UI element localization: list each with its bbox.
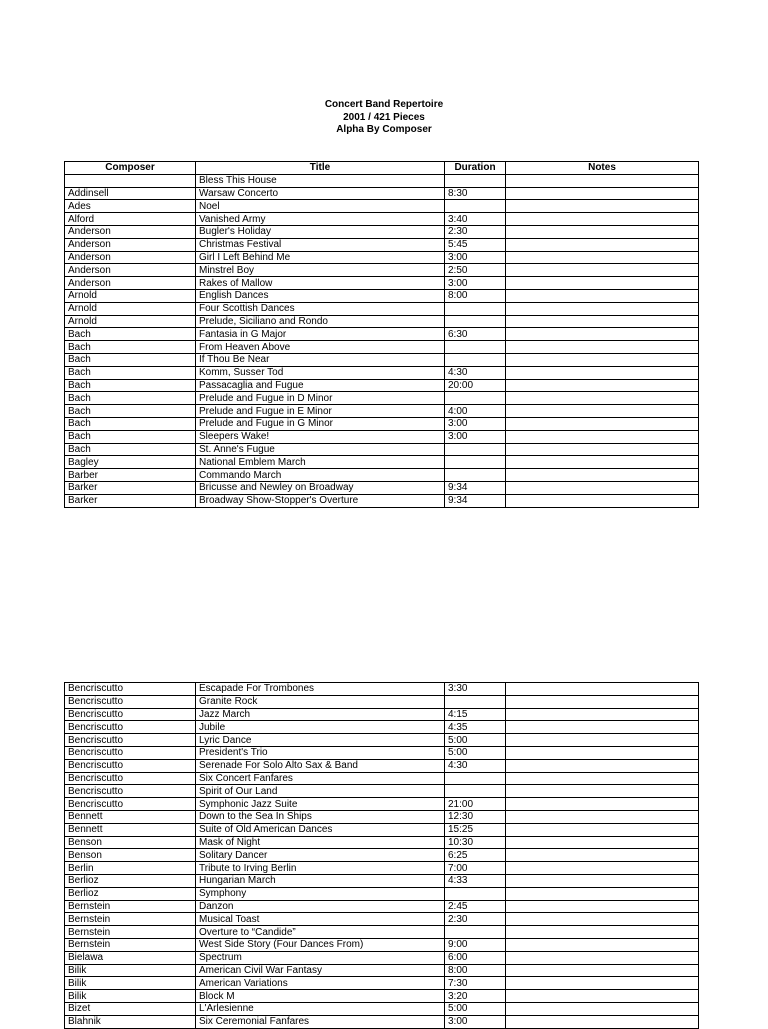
notes-cell	[506, 759, 699, 772]
notes-cell	[506, 683, 699, 696]
composer-cell: Bach	[65, 392, 196, 405]
title-cell: American Civil War Fantasy	[196, 964, 445, 977]
composer-cell: Anderson	[65, 277, 196, 290]
composer-cell: Anderson	[65, 225, 196, 238]
composer-cell: Bencriscutto	[65, 683, 196, 696]
composer-cell: Bencriscutto	[65, 772, 196, 785]
column-header-notes: Notes	[506, 162, 699, 175]
column-header-title: Title	[196, 162, 445, 175]
notes-cell	[506, 951, 699, 964]
composer-cell: Bencriscutto	[65, 785, 196, 798]
table-row	[65, 328, 699, 341]
notes-cell	[506, 481, 699, 494]
table-row	[65, 289, 699, 302]
notes-cell	[506, 289, 699, 302]
table-row	[65, 938, 699, 951]
duration-cell	[445, 785, 506, 798]
composer-cell: Berlioz	[65, 887, 196, 900]
notes-cell	[506, 200, 699, 213]
notes-cell	[506, 913, 699, 926]
duration-cell: 3:00	[445, 277, 506, 290]
notes-cell	[506, 977, 699, 990]
duration-cell	[445, 392, 506, 405]
table-row	[65, 849, 699, 862]
title-cell: From Heaven Above	[196, 341, 445, 354]
table-row	[65, 430, 699, 443]
duration-cell	[445, 772, 506, 785]
title-cell: Block M	[196, 990, 445, 1003]
duration-cell: 3:00	[445, 251, 506, 264]
composer-cell: Bencriscutto	[65, 721, 196, 734]
composer-cell: Bach	[65, 366, 196, 379]
notes-cell	[506, 264, 699, 277]
composer-cell: Bennett	[65, 810, 196, 823]
notes-cell	[506, 328, 699, 341]
notes-cell	[506, 938, 699, 951]
composer-cell: Barber	[65, 469, 196, 482]
title-cell: Jubile	[196, 721, 445, 734]
title-cell: Bless This House	[196, 174, 445, 187]
notes-cell	[506, 315, 699, 328]
title-cell: Warsaw Concerto	[196, 187, 445, 200]
title-cell: Rakes of Mallow	[196, 277, 445, 290]
composer-cell: Bagley	[65, 456, 196, 469]
notes-cell	[506, 734, 699, 747]
notes-cell	[506, 785, 699, 798]
composer-cell	[65, 174, 196, 187]
composer-cell: Barker	[65, 494, 196, 507]
title-cell: Broadway Show-Stopper's Overture	[196, 494, 445, 507]
table-row	[65, 456, 699, 469]
duration-cell: 4:00	[445, 405, 506, 418]
composer-cell: Blahnik	[65, 1015, 196, 1028]
title-cell: Symphonic Jazz Suite	[196, 798, 445, 811]
title-cell: Solitary Dancer	[196, 849, 445, 862]
duration-cell: 5:00	[445, 734, 506, 747]
notes-cell	[506, 225, 699, 238]
duration-cell: 7:00	[445, 862, 506, 875]
composer-cell: Bencriscutto	[65, 798, 196, 811]
composer-cell: Benson	[65, 836, 196, 849]
composer-cell: Anderson	[65, 264, 196, 277]
title-cell: Granite Rock	[196, 695, 445, 708]
composer-cell: Bielawa	[65, 951, 196, 964]
duration-cell: 5:00	[445, 1002, 506, 1015]
notes-cell	[506, 798, 699, 811]
table-row	[65, 443, 699, 456]
duration-cell: 2:30	[445, 225, 506, 238]
table-row	[65, 823, 699, 836]
composer-cell: Bach	[65, 430, 196, 443]
duration-cell: 2:50	[445, 264, 506, 277]
title-cell: If Thou Be Near	[196, 353, 445, 366]
composer-cell: Bencriscutto	[65, 759, 196, 772]
duration-cell	[445, 353, 506, 366]
table-row	[65, 417, 699, 430]
table-row	[65, 494, 699, 507]
title-cell: Jazz March	[196, 708, 445, 721]
table-row	[65, 734, 699, 747]
duration-cell: 3:30	[445, 683, 506, 696]
notes-cell	[506, 964, 699, 977]
notes-cell	[506, 926, 699, 939]
title-cell: Girl I Left Behind Me	[196, 251, 445, 264]
duration-cell	[445, 302, 506, 315]
title-cell: Minstrel Boy	[196, 264, 445, 277]
title-cell: Symphony	[196, 887, 445, 900]
composer-cell: Bilik	[65, 964, 196, 977]
title-cell: West Side Story (Four Dances From)	[196, 938, 445, 951]
duration-cell: 3:20	[445, 990, 506, 1003]
composer-cell: Arnold	[65, 315, 196, 328]
composer-cell: Anderson	[65, 251, 196, 264]
table-row	[65, 481, 699, 494]
title-cell: Six Concert Fanfares	[196, 772, 445, 785]
title-cell: Serenade For Solo Alto Sax & Band	[196, 759, 445, 772]
composer-cell: Alford	[65, 213, 196, 226]
notes-cell	[506, 392, 699, 405]
duration-cell: 4:15	[445, 708, 506, 721]
duration-cell: 9:34	[445, 494, 506, 507]
composer-cell: Berlioz	[65, 874, 196, 887]
title-cell: Vanished Army	[196, 213, 445, 226]
notes-cell	[506, 405, 699, 418]
table-row	[65, 392, 699, 405]
table-row	[65, 721, 699, 734]
title-cell: Tribute to Irving Berlin	[196, 862, 445, 875]
title-cell: Musical Toast	[196, 913, 445, 926]
duration-cell: 10:30	[445, 836, 506, 849]
composer-cell: Bencriscutto	[65, 734, 196, 747]
title-cell: Escapade For Trombones	[196, 683, 445, 696]
notes-cell	[506, 353, 699, 366]
column-header-composer: Composer	[65, 162, 196, 175]
title-cell: Bricusse and Newley on Broadway	[196, 481, 445, 494]
notes-cell	[506, 1002, 699, 1015]
composer-cell: Bach	[65, 353, 196, 366]
notes-cell	[506, 302, 699, 315]
notes-cell	[506, 1015, 699, 1028]
table-row	[65, 926, 699, 939]
duration-cell: 12:30	[445, 810, 506, 823]
notes-cell	[506, 900, 699, 913]
table-row	[65, 251, 699, 264]
table-row	[65, 836, 699, 849]
title-cell: Spirit of Our Land	[196, 785, 445, 798]
title-cell: Six Ceremonial Fanfares	[196, 1015, 445, 1028]
duration-cell	[445, 887, 506, 900]
composer-cell: Barker	[65, 481, 196, 494]
notes-cell	[506, 238, 699, 251]
table-row	[65, 264, 699, 277]
duration-cell: 4:33	[445, 874, 506, 887]
notes-cell	[506, 810, 699, 823]
notes-cell	[506, 721, 699, 734]
composer-cell: Bencriscutto	[65, 695, 196, 708]
notes-cell	[506, 417, 699, 430]
composer-cell: Addinsell	[65, 187, 196, 200]
composer-cell: Bencriscutto	[65, 746, 196, 759]
title-cell: Spectrum	[196, 951, 445, 964]
duration-cell: 21:00	[445, 798, 506, 811]
table-row	[65, 874, 699, 887]
title-cell: Sleepers Wake!	[196, 430, 445, 443]
title-cell: Prelude and Fugue in E Minor	[196, 405, 445, 418]
table-row	[65, 200, 699, 213]
title-cell: English Dances	[196, 289, 445, 302]
notes-cell	[506, 695, 699, 708]
duration-cell: 9:00	[445, 938, 506, 951]
duration-cell	[445, 695, 506, 708]
notes-cell	[506, 823, 699, 836]
title-cell: National Emblem March	[196, 456, 445, 469]
table-row	[65, 990, 699, 1003]
duration-cell: 3:00	[445, 417, 506, 430]
notes-cell	[506, 469, 699, 482]
notes-cell	[506, 366, 699, 379]
notes-cell	[506, 887, 699, 900]
table-row	[65, 695, 699, 708]
composer-cell: Bach	[65, 379, 196, 392]
notes-cell	[506, 277, 699, 290]
composer-cell: Bach	[65, 328, 196, 341]
composer-cell: Benson	[65, 849, 196, 862]
title-cell: Prelude, Siciliano and Rondo	[196, 315, 445, 328]
table-row	[65, 353, 699, 366]
title-cell: Commando March	[196, 469, 445, 482]
notes-cell	[506, 746, 699, 759]
notes-cell	[506, 443, 699, 456]
duration-cell: 20:00	[445, 379, 506, 392]
composer-cell: Bernstein	[65, 900, 196, 913]
table-row	[65, 405, 699, 418]
duration-cell: 5:45	[445, 238, 506, 251]
title-cell: Danzon	[196, 900, 445, 913]
composer-cell: Bach	[65, 443, 196, 456]
duration-cell: 8:00	[445, 964, 506, 977]
composer-cell: Anderson	[65, 238, 196, 251]
table-row	[65, 1015, 699, 1028]
duration-cell	[445, 341, 506, 354]
table-row	[65, 900, 699, 913]
duration-cell: 8:30	[445, 187, 506, 200]
title-cell: Bugler's Holiday	[196, 225, 445, 238]
duration-cell: 3:00	[445, 1015, 506, 1028]
title-cell: Overture to “Candide”	[196, 926, 445, 939]
table-row	[65, 315, 699, 328]
title-cell: President's Trio	[196, 746, 445, 759]
title-cell: Noel	[196, 200, 445, 213]
duration-cell	[445, 456, 506, 469]
notes-cell	[506, 708, 699, 721]
notes-cell	[506, 213, 699, 226]
composer-cell: Bach	[65, 417, 196, 430]
duration-cell: 15:25	[445, 823, 506, 836]
notes-cell	[506, 836, 699, 849]
composer-cell: Bernstein	[65, 913, 196, 926]
title-cell: Down to the Sea In Ships	[196, 810, 445, 823]
table-row	[65, 174, 699, 187]
duration-cell: 4:30	[445, 759, 506, 772]
duration-cell: 7:30	[445, 977, 506, 990]
composer-cell: Bizet	[65, 1002, 196, 1015]
column-header-duration: Duration	[445, 162, 506, 175]
notes-cell	[506, 990, 699, 1003]
table-row	[65, 341, 699, 354]
duration-cell	[445, 926, 506, 939]
composer-cell: Bach	[65, 341, 196, 354]
table-row	[65, 951, 699, 964]
table-header-row	[65, 162, 699, 175]
title-cell: Suite of Old American Dances	[196, 823, 445, 836]
title-cell: L'Arlesienne	[196, 1002, 445, 1015]
notes-cell	[506, 251, 699, 264]
composer-cell: Arnold	[65, 289, 196, 302]
table-row	[65, 302, 699, 315]
table-row	[65, 1002, 699, 1015]
table-row	[65, 187, 699, 200]
table-row	[65, 785, 699, 798]
duration-cell: 4:30	[445, 366, 506, 379]
duration-cell	[445, 469, 506, 482]
title-cell: Lyric Dance	[196, 734, 445, 747]
table-row	[65, 683, 699, 696]
table-row	[65, 772, 699, 785]
duration-cell: 3:40	[445, 213, 506, 226]
title-cell: Komm, Susser Tod	[196, 366, 445, 379]
table-row	[65, 469, 699, 482]
composer-cell: Bilik	[65, 977, 196, 990]
title-cell: Passacaglia and Fugue	[196, 379, 445, 392]
duration-cell: 6:25	[445, 849, 506, 862]
duration-cell: 5:00	[445, 746, 506, 759]
title-cell: Hungarian March	[196, 874, 445, 887]
notes-cell	[506, 849, 699, 862]
title-cell: Fantasia in G Major	[196, 328, 445, 341]
duration-cell: 6:30	[445, 328, 506, 341]
table-row	[65, 759, 699, 772]
document-heading	[0, 99, 768, 137]
table-body-2	[65, 683, 699, 1029]
duration-cell	[445, 443, 506, 456]
table-row	[65, 977, 699, 990]
composer-cell: Berlin	[65, 862, 196, 875]
composer-cell: Bilik	[65, 990, 196, 1003]
duration-cell: 9:34	[445, 481, 506, 494]
duration-cell: 2:30	[445, 913, 506, 926]
table-row	[65, 379, 699, 392]
table-row	[65, 238, 699, 251]
table-row	[65, 213, 699, 226]
notes-cell	[506, 430, 699, 443]
notes-cell	[506, 862, 699, 875]
title-cell: Christmas Festival	[196, 238, 445, 251]
table-row	[65, 277, 699, 290]
repertoire-table-1	[64, 161, 699, 508]
table-row	[65, 913, 699, 926]
notes-cell	[506, 341, 699, 354]
table-row	[65, 964, 699, 977]
table-row	[65, 798, 699, 811]
notes-cell	[506, 456, 699, 469]
composer-cell: Bencriscutto	[65, 708, 196, 721]
duration-cell: 2:45	[445, 900, 506, 913]
table-row	[65, 862, 699, 875]
title-cell: St. Anne's Fugue	[196, 443, 445, 456]
title-cell: Prelude and Fugue in G Minor	[196, 417, 445, 430]
table-row	[65, 810, 699, 823]
notes-cell	[506, 174, 699, 187]
duration-cell	[445, 200, 506, 213]
composer-cell: Arnold	[65, 302, 196, 315]
notes-cell	[506, 187, 699, 200]
table-row	[65, 225, 699, 238]
table-row	[65, 366, 699, 379]
table-body-1	[65, 174, 699, 507]
title-cell: Prelude and Fugue in D Minor	[196, 392, 445, 405]
composer-cell: Ades	[65, 200, 196, 213]
duration-cell	[445, 315, 506, 328]
notes-cell	[506, 772, 699, 785]
table-row	[65, 708, 699, 721]
table-row	[65, 746, 699, 759]
document-title: Concert Band Repertoire	[324, 99, 444, 110]
table-row	[65, 887, 699, 900]
duration-cell: 4:35	[445, 721, 506, 734]
notes-cell	[506, 874, 699, 887]
composer-cell: Bernstein	[65, 938, 196, 951]
title-cell: Four Scottish Dances	[196, 302, 445, 315]
title-cell: American Variations	[196, 977, 445, 990]
title-cell: Mask of Night	[196, 836, 445, 849]
composer-cell: Bach	[65, 405, 196, 418]
document-sort-order: Alpha By Composer	[336, 124, 432, 135]
duration-cell: 3:00	[445, 430, 506, 443]
composer-cell: Bennett	[65, 823, 196, 836]
duration-cell: 6:00	[445, 951, 506, 964]
duration-cell	[445, 174, 506, 187]
composer-cell: Bernstein	[65, 926, 196, 939]
notes-cell	[506, 494, 699, 507]
duration-cell: 8:00	[445, 289, 506, 302]
notes-cell	[506, 379, 699, 392]
document-subtitle: 2001 / 421 Pieces	[343, 111, 425, 123]
repertoire-table-2	[64, 682, 699, 1029]
